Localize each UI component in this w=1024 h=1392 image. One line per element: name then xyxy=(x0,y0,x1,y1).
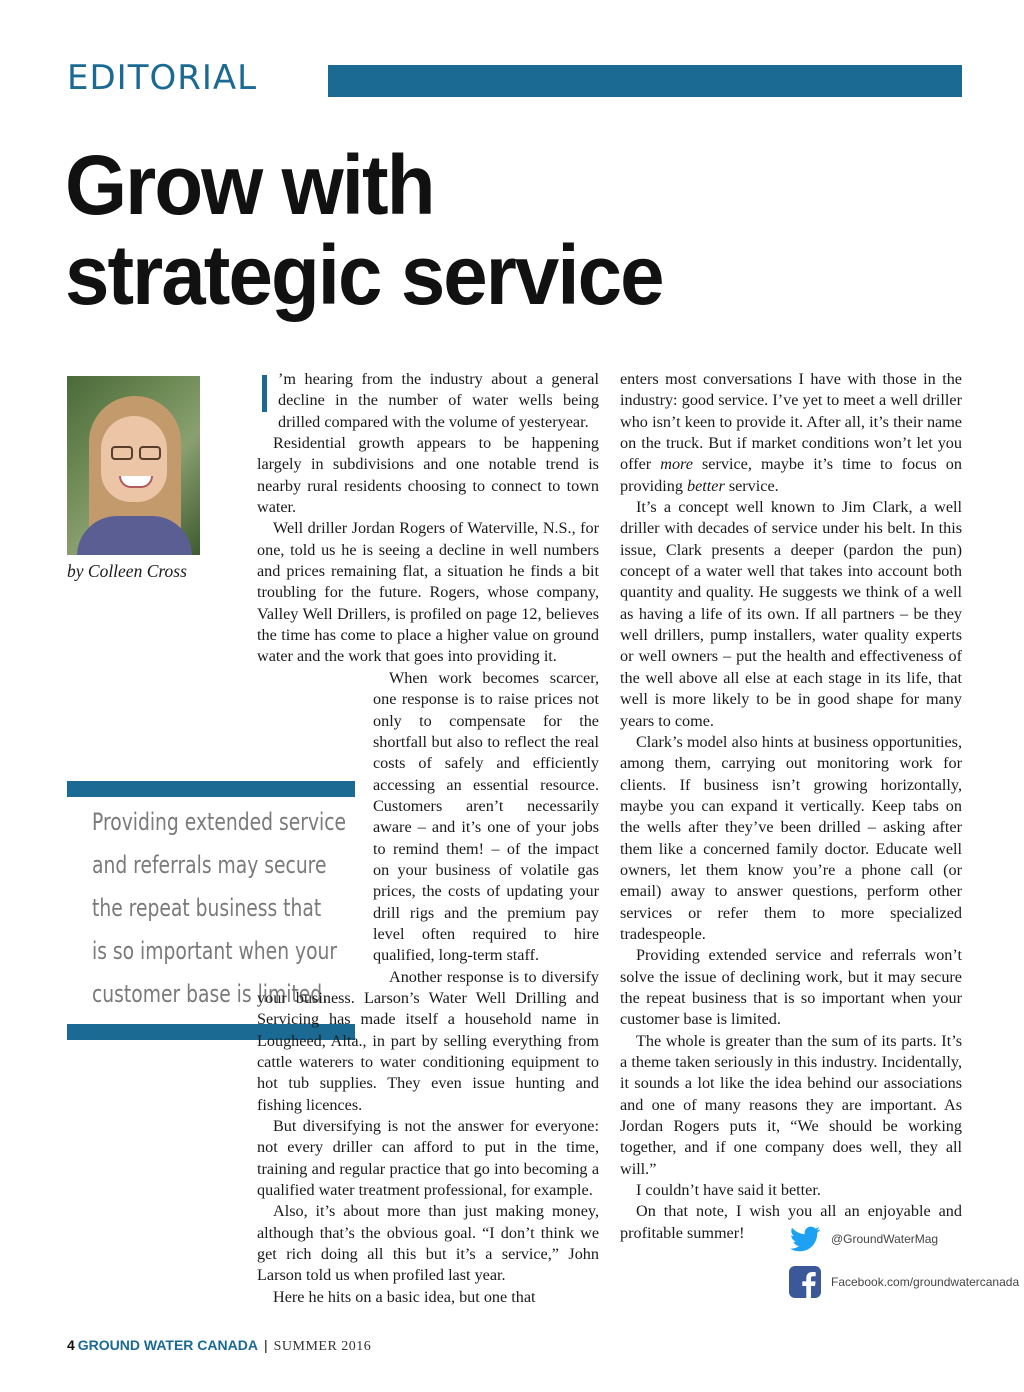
pull-quote-line: customer base is limited. xyxy=(92,980,329,1008)
article-title xyxy=(65,140,663,320)
paragraph: Clark’s model also hints at business opportunities, among them, carrying out monitoring work for clients. If business isn’t growing horizontally, maybe you can expand it vertically. Keep tabs on the wells after they’ve been drilled – asking after them like a concerned family doctor. Educate well owners, let them know you’re a phone call (or email) away to answer questions, perform other services or refer them to more specialized tradespeople. xyxy=(620,732,962,943)
pull-quote-line: Providing extended service xyxy=(92,808,347,836)
title-line-1: Grow with xyxy=(65,138,434,232)
paragraph: Here he hits on a basic idea, but one that xyxy=(273,1287,536,1306)
paragraph: The whole is greater than the sum of its parts. It’s a theme taken seriously in this industry. Incidentally, it sounds a lot like the idea behind our associations and one of many reasons they are important. As Jordan Rogers puts it, “We should be working together, and if one company does well, they all will.” xyxy=(620,1031,962,1178)
byline: by Colleen Cross xyxy=(67,561,187,581)
author-photo xyxy=(67,376,200,555)
paragraph: But diversifying is not the answer for everyone: not every driller can afford to put in the time, training and regular practice that go into becoming a qualified water treatment professional, for example. xyxy=(257,1117,599,1200)
paragraph: When work becomes scarcer, one response is to raise prices not only to compensate for the shortfall but also to reflect the real costs of safely and efficiently accessing an essential resource. Customers aren’t necessarily aware – and it’s one of your jobs to remind them! – of the impact on your business of volatile gas prices, the costs of updating your drill rigs and the premium pay level often required to hire qualified, long-term staff. xyxy=(373,668,599,965)
paragraph: Another response is to diversify your business. Larson’s Water Well Drilling and Servicing has made itself a household name in Lougheed, Alta., in part by selling everything from cattle waterers to water conditioning equipment to hot tub supplies. They even issue hunting and fishing licences. xyxy=(257,967,599,1114)
paragraph: On that note, I wish you all an enjoyable and profitable summer! xyxy=(620,1202,962,1242)
twitter-bird-icon xyxy=(788,1222,822,1256)
paragraph: Providing extended service and referrals won’t solve the issue of declining work, but it may secure the repeat business that is so important when your customer base is limited. xyxy=(620,946,962,1029)
paragraph: Well driller Jordan Rogers of Waterville, N.S., for one, told us he is seeing a decline in well numbers and prices remaining flat, a situation he finds a bit troubling for the future. Rogers, whose company, Valley Well Drillers, is profiled on page 12, believes the time has come to place a higher value on ground water and the work that goes into providing it. xyxy=(257,519,599,666)
issue-date: SUMMER 2016 xyxy=(273,1339,372,1354)
footer-separator: | xyxy=(263,1337,268,1353)
paragraph: It’s a concept well known to Jim Clark, a well driller with decades of service under his belt. In this issue, Clark presents a deeper (pardon the pun) concept of a water well that takes into account both quantity and quality. He suggests we think of a well as having a life of its own. If all partners – be they well drillers, pump installers, water quality experts or well owners – put the health and effectiveness of the well above all else at each stage in its life, that well is more likely to be in good shape for many years to come. xyxy=(620,498,962,730)
pull-quote-line: and referrals may secure xyxy=(92,851,327,879)
paragraph: Residential growth appears to be happening largely in subdivisions and one notable trend is nearby rural residents choosing to connect to town water. xyxy=(257,434,599,517)
facebook-url: Facebook.com/groundwatercanada xyxy=(831,1275,1020,1289)
paragraph: I couldn’t have said it better. xyxy=(636,1181,821,1200)
paragraph: enters most conversations I have with those in the industry: good service. I’ve yet to meet a well driller who isn’t keen to provide it. After all, it’s their name on the truck. But if market conditions won’t let you offer more service, maybe it’s time to focus on providing better service. xyxy=(620,370,962,495)
page-number: 4 xyxy=(67,1337,75,1353)
section-label: EDITORIAL xyxy=(67,58,258,98)
twitter-handle: @GroundWaterMag xyxy=(831,1232,939,1246)
header-bar xyxy=(328,65,962,97)
drop-cap: I xyxy=(257,364,273,424)
magazine-name: GROUND WATER CANADA xyxy=(77,1337,258,1353)
article-column-2 xyxy=(620,369,962,1244)
facebook-icon xyxy=(788,1265,822,1299)
paragraph: I ’m hearing from the industry about a general decline in the number of water wells being drilled compared with the volume of yesteryear. xyxy=(257,364,599,431)
paragraph: Also, it’s about more than just making money, although that’s the obvious goal. “I don’t think we get rich doing all this but it’s a service,” John Larson told us when profiled last year. xyxy=(257,1202,599,1285)
pull-quote-line: is so important when your xyxy=(92,937,338,965)
page-footer xyxy=(67,1337,371,1355)
pull-quote-line: the repeat business that xyxy=(92,894,322,922)
title-line-2: strategic service xyxy=(65,228,663,322)
article-column-1 xyxy=(257,364,599,1308)
